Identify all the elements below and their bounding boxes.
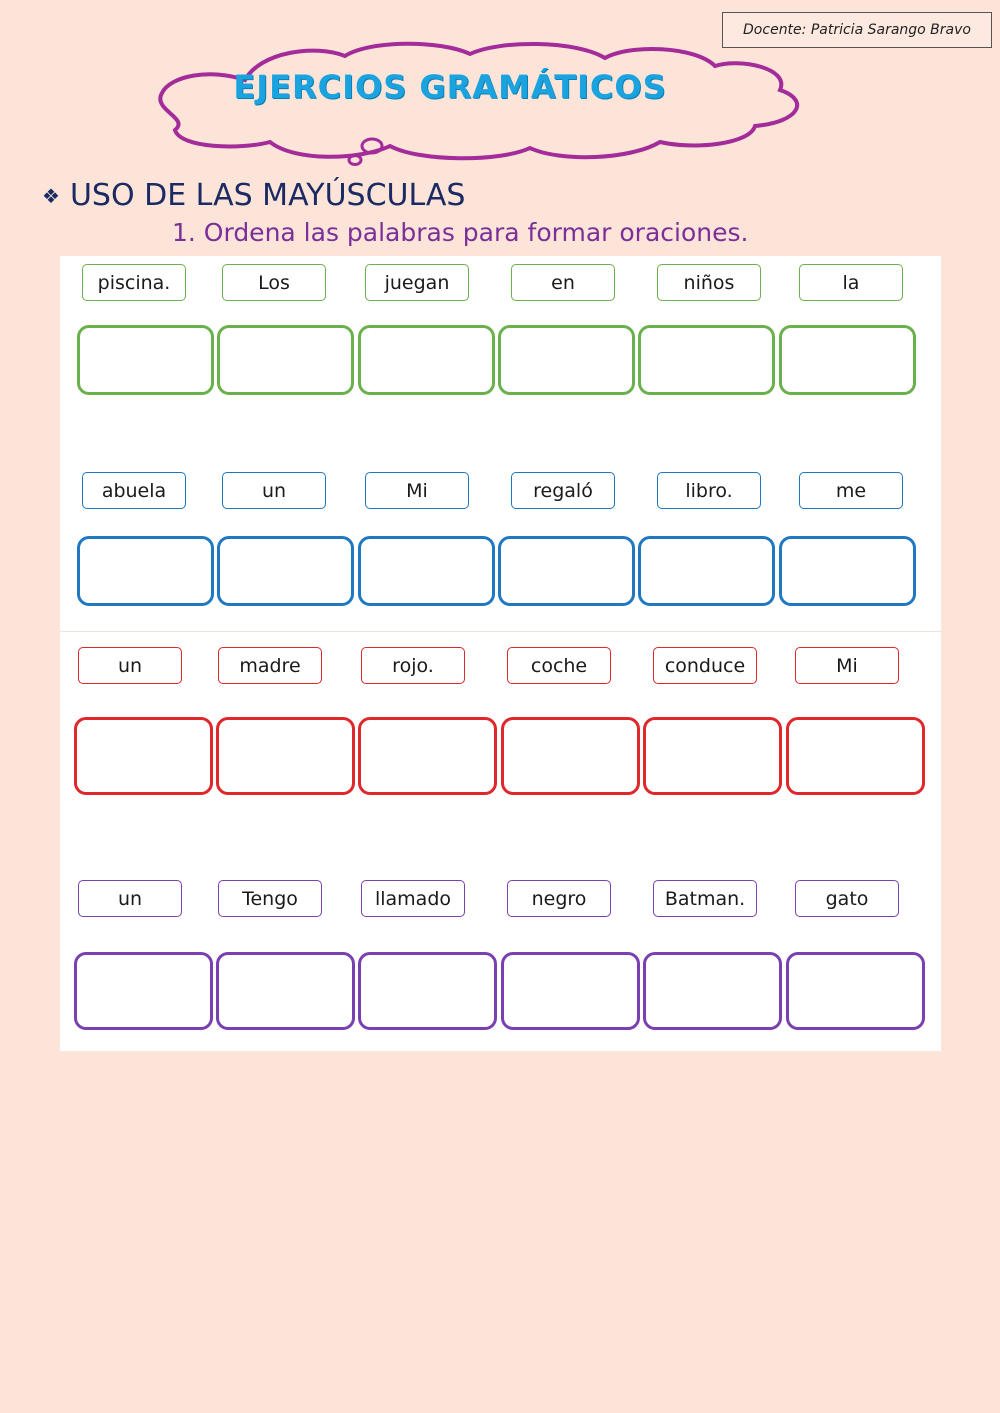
word-row-4 (60, 880, 941, 920)
teacher-label: Docente: Patricia Sarango Bravo (722, 12, 992, 48)
exercise-panel (60, 256, 941, 1051)
word-card[interactable]: un (222, 472, 326, 509)
section-heading (42, 178, 465, 213)
word-card[interactable]: coche (507, 647, 611, 684)
answer-drop-box[interactable] (358, 952, 497, 1030)
word-card[interactable]: libro. (657, 472, 761, 509)
answer-drop-box[interactable] (77, 325, 214, 395)
answer-drop-box[interactable] (779, 536, 916, 606)
word-row-3 (60, 647, 941, 687)
word-card[interactable]: un (78, 647, 182, 684)
word-row-2 (60, 472, 941, 512)
answer-drop-box[interactable] (498, 325, 635, 395)
word-card[interactable]: Tengo (218, 880, 322, 917)
word-card[interactable]: juegan (365, 264, 469, 301)
answer-drop-box[interactable] (786, 717, 925, 795)
answer-row-1 (60, 325, 941, 399)
word-card[interactable]: piscina. (82, 264, 186, 301)
section-heading-text: USO DE LAS MAYÚSCULAS (69, 178, 466, 213)
answer-drop-box[interactable] (643, 717, 782, 795)
answer-drop-box[interactable] (216, 717, 355, 795)
answer-drop-box[interactable] (501, 717, 640, 795)
answer-drop-box[interactable] (216, 952, 355, 1030)
word-card[interactable]: negro (507, 880, 611, 917)
answer-drop-box[interactable] (217, 325, 354, 395)
word-card[interactable]: gato (795, 880, 899, 917)
panel-divider (60, 631, 941, 632)
word-card[interactable]: niños (657, 264, 761, 301)
word-card[interactable]: un (78, 880, 182, 917)
answer-drop-box[interactable] (638, 325, 775, 395)
word-card[interactable]: en (511, 264, 615, 301)
answer-drop-box[interactable] (358, 717, 497, 795)
page-title: EJERCIOS GRAMÁTICOS (233, 68, 667, 106)
word-card[interactable]: la (799, 264, 903, 301)
answer-drop-box[interactable] (643, 952, 782, 1030)
word-row-1 (60, 264, 941, 304)
word-card[interactable]: abuela (82, 472, 186, 509)
word-card[interactable]: me (799, 472, 903, 509)
answer-drop-box[interactable] (358, 325, 495, 395)
answer-row-3 (60, 717, 941, 791)
answer-drop-box[interactable] (358, 536, 495, 606)
answer-drop-box[interactable] (74, 717, 213, 795)
word-card[interactable]: Batman. (653, 880, 757, 917)
word-card[interactable]: madre (218, 647, 322, 684)
word-card[interactable]: Los (222, 264, 326, 301)
diamond-bullet-icon: ❖ (42, 183, 60, 208)
answer-drop-box[interactable] (786, 952, 925, 1030)
word-card[interactable]: conduce (653, 647, 757, 684)
answer-row-4 (60, 952, 941, 1026)
answer-drop-box[interactable] (779, 325, 916, 395)
answer-row-2 (60, 536, 941, 610)
answer-drop-box[interactable] (501, 952, 640, 1030)
answer-drop-box[interactable] (217, 536, 354, 606)
answer-drop-box[interactable] (77, 536, 214, 606)
answer-drop-box[interactable] (498, 536, 635, 606)
word-card[interactable]: regaló (511, 472, 615, 509)
word-card[interactable]: rojo. (361, 647, 465, 684)
instruction-text: 1. Ordena las palabras para formar oraciones. (172, 218, 749, 247)
answer-drop-box[interactable] (74, 952, 213, 1030)
answer-drop-box[interactable] (638, 536, 775, 606)
word-card[interactable]: Mi (365, 472, 469, 509)
word-card[interactable]: llamado (361, 880, 465, 917)
title-cloud (150, 38, 810, 170)
word-card[interactable]: Mi (795, 647, 899, 684)
